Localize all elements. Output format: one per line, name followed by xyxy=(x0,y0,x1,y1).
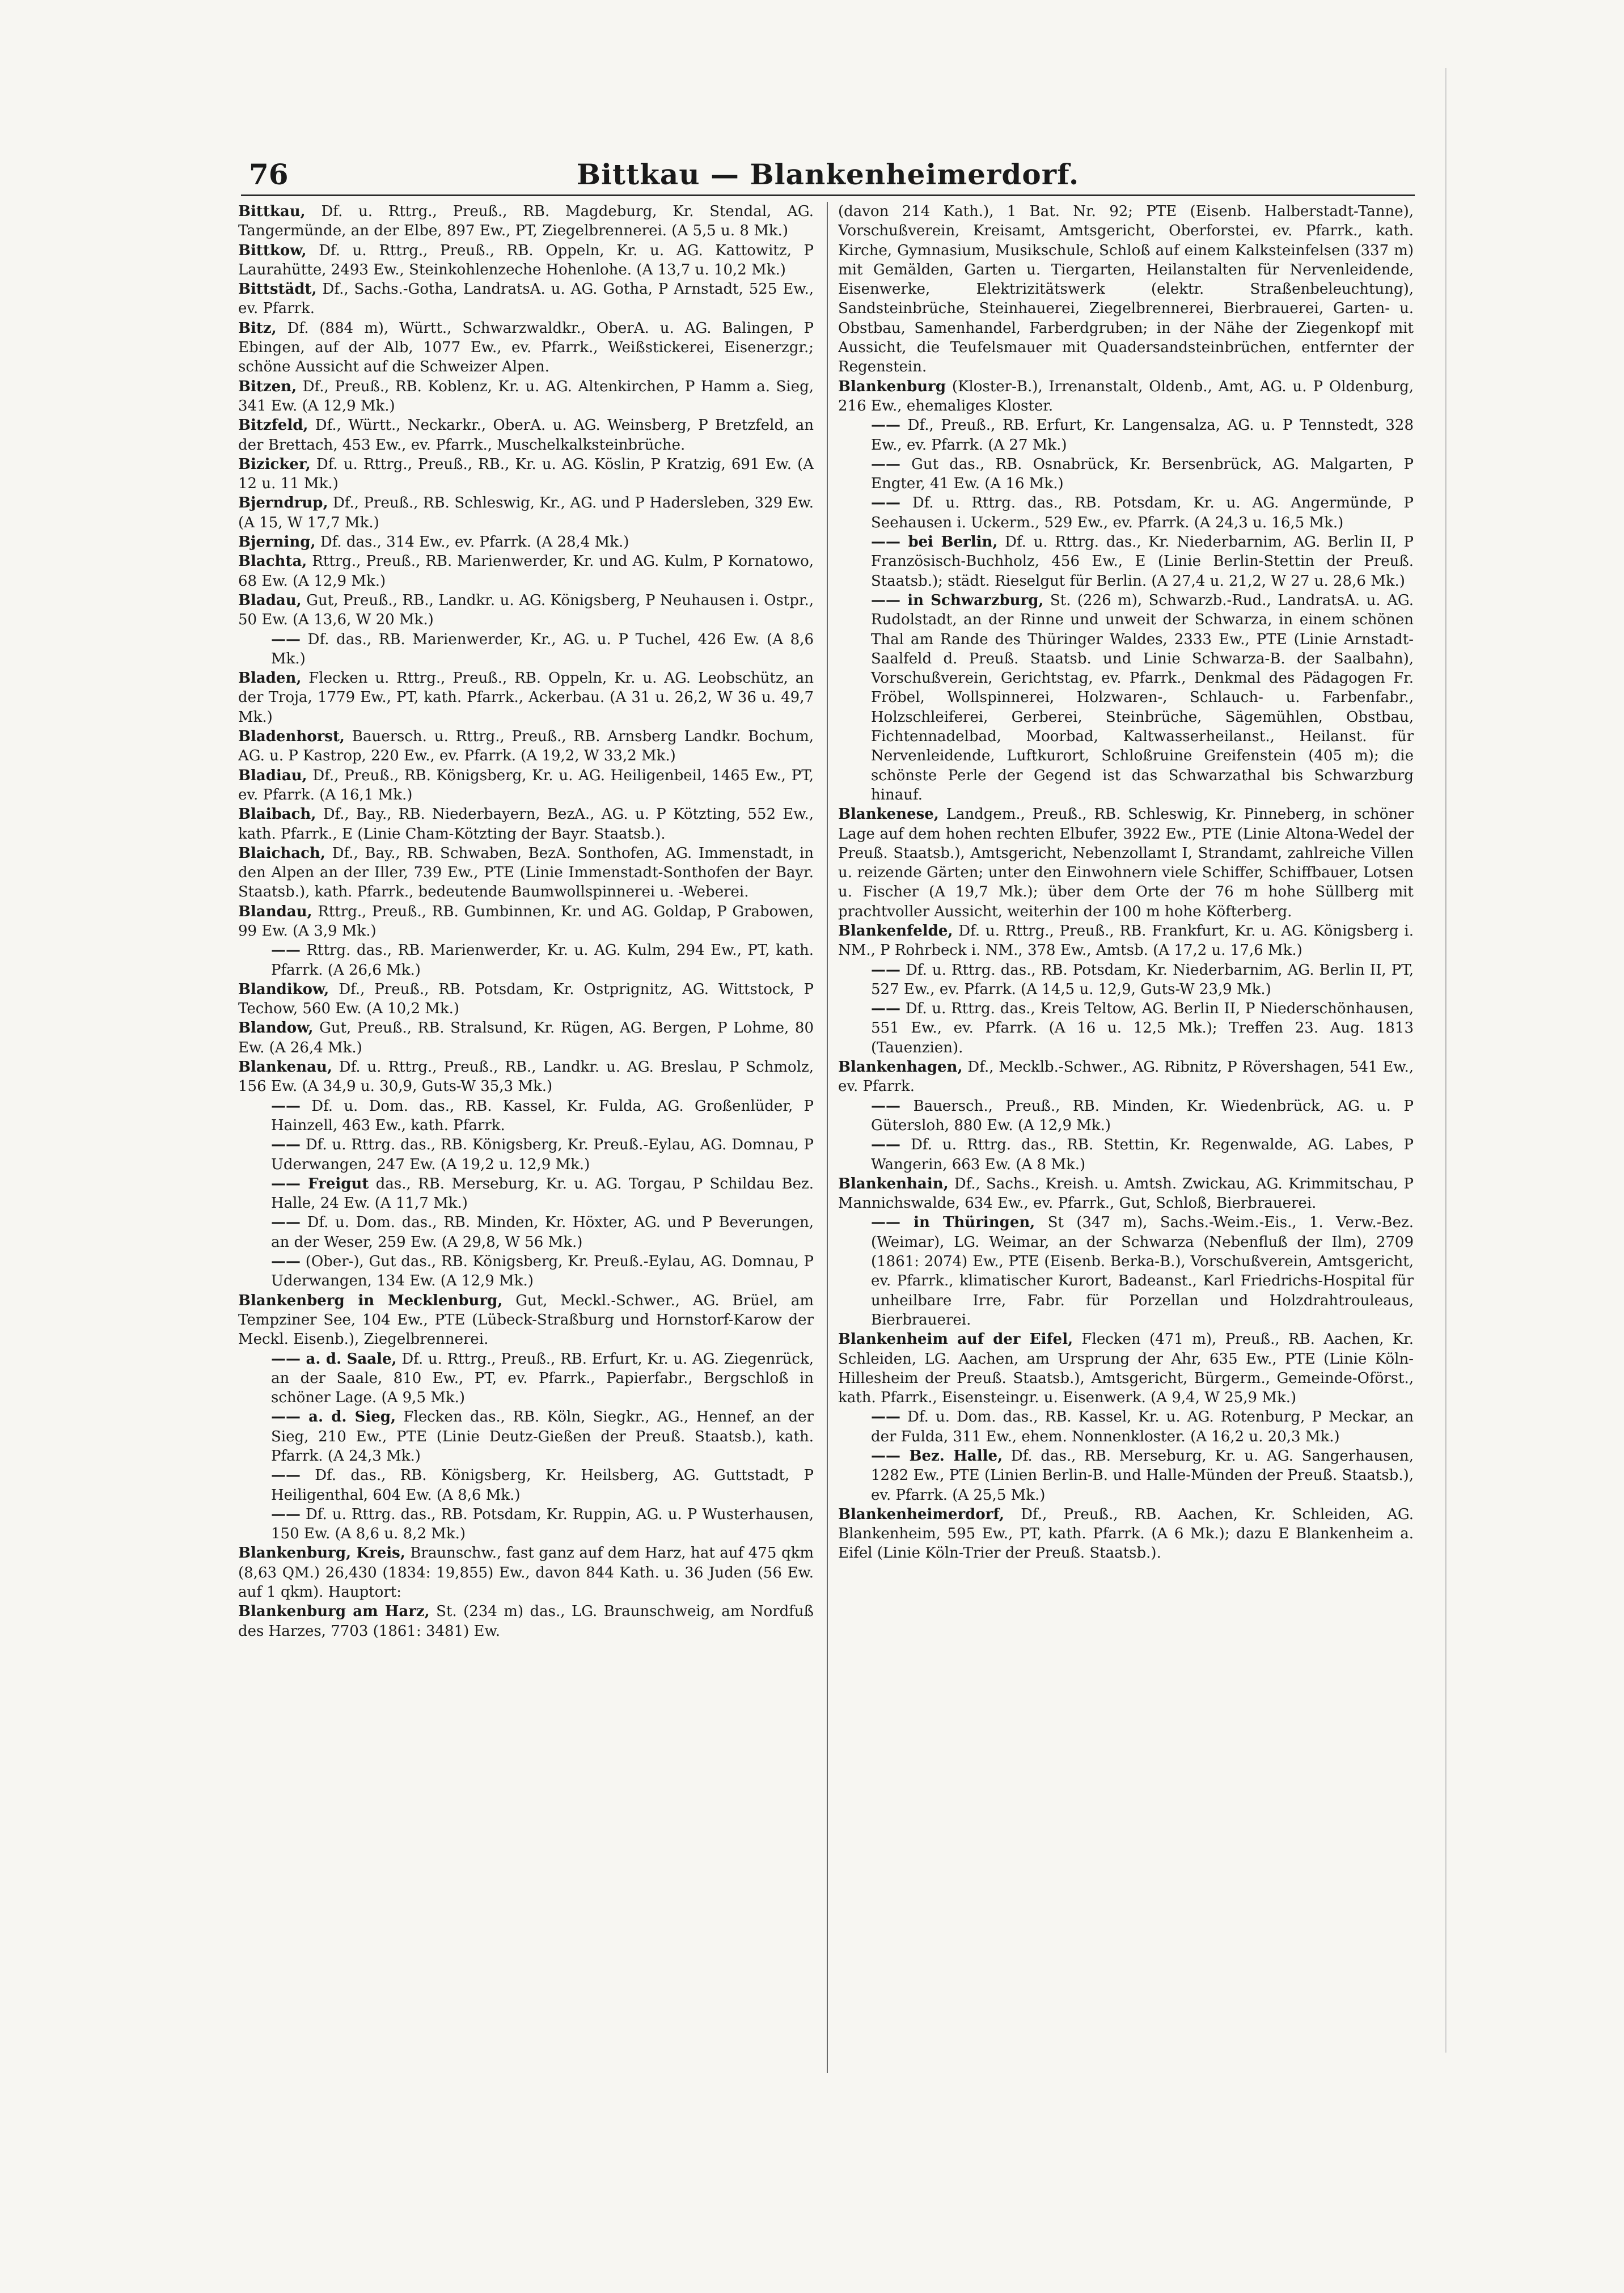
entry-text: Df., Bay., RB. Niederbayern, BezA., AG. u. P Kötzting, 552 Ew., kath. Pfarrk., E (Linie Cham-Kötzting der Bayr. Staatsb.). xyxy=(238,806,814,843)
entry-headword: Blaibach, xyxy=(238,806,316,823)
left-column xyxy=(238,202,814,2096)
entry-text: St. (234 m) das., LG. Braunschweig, am Nordfuß des Harzes, 7703 (1861: 3481) Ew. xyxy=(238,1603,814,1640)
entry-text: Gut das., RB. Osnabrück, Kr. Bersenbrück, AG. Malgarten, P Engter, 41 Ew. (A 16 Mk.) xyxy=(871,455,1414,493)
entry-headword: Blankenheim auf der Eifel, xyxy=(838,1331,1073,1348)
entry-text: Df. (884 m), Württ., Schwarzwaldkr., OberA. u. AG. Balingen, P Ebingen, auf der Alb, 1077 Ew., ev. Pfarrk., Weißstickerei, Eisenerzgr.; schöne Aussicht auf die Schweizer Alpen. xyxy=(238,319,814,376)
entry-headword: Bitzen, xyxy=(238,378,297,395)
sub-entry xyxy=(238,1174,814,1213)
entry-headword: Bittkow, xyxy=(238,242,307,259)
entry-headword: —— Bez. Halle, xyxy=(871,1448,1003,1465)
gazetteer-entry xyxy=(238,766,814,805)
gazetteer-entry xyxy=(238,377,814,416)
entry-text: Df. das., RB. Merseburg, Kr. u. AG. Sangerhausen, 1282 Ew., PTE (Linien Berlin-B. und Halle-Münden der Preuß. Staatsb.), ev. Pfarrk. (A 25,5 Mk.) xyxy=(871,1448,1414,1504)
entry-text: Df., Mecklb.-Schwer., AG. Ribnitz, P Rövershagen, 541 Ew., ev. Pfarrk. xyxy=(838,1059,1414,1095)
gazetteer-entry xyxy=(238,805,814,844)
entry-headword: —— xyxy=(871,494,900,512)
gazetteer-entry xyxy=(238,591,814,630)
sub-entry xyxy=(838,591,1414,805)
entry-text: Df. u. Rttrg., Preuß., RB. Frankfurt, Kr. u. AG. Königsberg i. NM., P Rohrbeck i. NM., 378 Ew., Amtsb. (A 17,2 u. 17,6 Mk.) xyxy=(838,922,1414,959)
entry-headword: —— xyxy=(271,631,301,648)
entry-headword: Blankenese, xyxy=(838,806,939,823)
gazetteer-entry xyxy=(238,727,814,766)
entry-headword: —— a. d. Sieg, xyxy=(271,1408,396,1426)
running-head: Bittkau — Blankenheimerdorf. xyxy=(576,158,1080,191)
gazetteer-entry xyxy=(838,377,1414,416)
entry-text: Df., Preuß., RB. Königsberg, Kr. u. AG. Heiligenbeil, 1465 Ew., PT, ev. Pfarrk. (A 16,1 Mk.) xyxy=(238,767,814,803)
entry-headword: Blankenfelde, xyxy=(838,922,953,940)
entry-headword: —— in Schwarzburg, xyxy=(871,591,1044,609)
sub-entry xyxy=(238,1097,814,1136)
sub-entry xyxy=(838,1407,1414,1446)
entry-text: Df., Preuß., RB. Schleswig, Kr., AG. und P Hadersleben, 329 Ew. (A 15, W 17,7 Mk.) xyxy=(238,494,814,531)
entry-text: Df. u. Rttrg. das., Kr. Niederbarnim, AG. Berlin II, P Französisch-Buchholz, 456 Ew., E (Linie Berlin-Stettin der Preuß. Staatsb.); städt. Rieselgut für Berlin. (A 27,4 u. 21,2, W 27 u. 28,6 Mk.) xyxy=(871,534,1414,590)
entry-headword: Bjerndrup, xyxy=(238,494,328,512)
entry-text: Df. u. Rttrg., Preuß., RB., Kr. u. AG. Köslin, P Kratzig, 691 Ew. (A 12 u. 11 Mk.) xyxy=(238,455,814,493)
entry-headword: —— xyxy=(271,1253,301,1271)
entry-headword: Blankenau, xyxy=(238,1059,332,1076)
entry-headword: Bladiau, xyxy=(238,767,307,784)
sub-entry xyxy=(238,1505,814,1544)
entry-text: Df. u. Rttrg. das., Kreis Teltow, AG. Berlin II, P Niederschönhausen, 551 Ew., ev. Pfarrk. (A 16 u. 12,5 Mk.); Treffen 23. Aug. 1813 (Tauenzien). xyxy=(871,1000,1414,1056)
entry-text: das., RB. Merseburg, Kr. u. AG. Torgau, P Schildau Bez. Halle, 24 Ew. (A 11,7 Mk.) xyxy=(271,1175,814,1212)
gazetteer-entry xyxy=(238,319,814,377)
entry-text: Df. u. Rttrg., Preuß., RB. Magdeburg, Kr. Stendal, AG. Tangermünde, an der Elbe, 897 Ew., PT, Ziegelbrennerei. (A 5,5 u. 8 Mk.) xyxy=(238,203,814,240)
entry-text: Df., Preuß., RB. Koblenz, Kr. u. AG. Altenkirchen, P Hamm a. Sieg, 341 Ew. (A 12,9 Mk.) xyxy=(238,378,814,414)
entry-text: Df. u. Dom. das., RB. Kassel, Kr. u. AG. Rotenburg, P Meckar, an der Fulda, 311 Ew., ehem. Nonnenkloster. (A 16,2 u. 20,3 Mk.) xyxy=(871,1408,1414,1445)
gazetteer-entry xyxy=(238,1291,814,1349)
entry-text: (davon 214 Kath.), 1 Bat. Nr. 92; PTE (Eisenb. Halberstadt-Tanne), Vorschußverein, Kreisamt, Amtsgericht, Oberforstei, ev. Pfarrk., kath. Kirche, Gymnasium, Musikschule, Schloß auf einem Kalksteinfelsen (337 m) mit Gemälden, Garten u. Tiergarten, Heilanstalten für Nervenleidende, Eisenwerke, Elektrizitätswerk (elektr. Straßenbeleuchtung), Sandsteinbrüche, Steinhauerei, Ziegelbrennerei, Bierbrauerei, Garten- u. Obstbau, Samenhandel, Farberdgruben; in der Nähe der Ziegenkopf mit Aussicht, die Teufelsmauer mit Quadersandsteinbrüchen, entfernter der Regenstein. xyxy=(838,203,1414,376)
gazetteer-entry xyxy=(238,493,814,532)
gazetteer-entry xyxy=(838,805,1414,921)
sub-entry xyxy=(238,1349,814,1408)
entry-text: Rttrg., Preuß., RB. Gumbinnen, Kr. und AG. Goldap, P Grabowen, 99 Ew. (A 3,9 Mk.) xyxy=(238,903,814,940)
entry-text: Df. u. Rttrg., Preuß., RB. Erfurt, Kr. u. AG. Ziegenrück, an der Saale, 810 Ew., PT, ev. Pfarrk., Papierfabr., Bergschloß in schöner Lage. (A 9,5 Mk.) xyxy=(271,1350,814,1407)
gazetteer-entry xyxy=(238,241,814,280)
entry-text: Df. u. Dom. das., RB. Kassel, Kr. Fulda, AG. Großenlüder, P Hainzell, 463 Ew., kath. Pfarrk. xyxy=(271,1097,814,1134)
entry-headword: Bladen, xyxy=(238,670,302,687)
entry-text: Df. u. Rttrg. das., RB. Potsdam, Kr. u. AG. Angermünde, P Seehausen i. Uckerm., 529 Ew., ev. Pfarrk. (A 24,3 u. 16,5 Mk.) xyxy=(871,494,1414,531)
entry-text: Flecken das., RB. Köln, Siegkr., AG., Hennef, an der Sieg, 210 Ew., PTE (Linie Deutz-Gießen der Preuß. Staatsb.), kath. Pfarrk. (A 24,3 Mk.) xyxy=(271,1408,814,1465)
entry-text: Df., Preuß., RB. Erfurt, Kr. Langensalza, AG. u. P Tennstedt, 328 Ew., ev. Pfarrk. (A 27 Mk.) xyxy=(871,417,1414,454)
entry-text: Df., Sachs., Kreish. u. Amtsh. Zwickau, AG. Krimmitschau, P Mannichswalde, 634 Ew., ev. Pfarrk., Gut, Schloß, Bierbrauerei. xyxy=(838,1175,1414,1212)
entry-headword: —— xyxy=(871,455,900,473)
entry-text: Df. das., RB. Königsberg, Kr. Heilsberg, AG. Guttstadt, P Heiligenthal, 604 Ew. (A 8,6 Mk.) xyxy=(271,1467,814,1504)
entry-text: Df. das., 314 Ew., ev. Pfarrk. (A 28,4 Mk.) xyxy=(315,534,629,551)
entry-headword: Blankenhagen, xyxy=(838,1059,963,1076)
entry-text: Df., Bay., RB. Schwaben, BezA. Sonthofen, AG. Immenstadt, in den Alpen an der Iller, 739 Ew., PTE (Linie Immenstadt-Sonthofen der Bayr. Staatsb.), kath. Pfarrk., bedeutende Baumwollspinnerei u. -Weberei. xyxy=(238,844,814,901)
entry-text: Bauersch. u. Rttrg., Preuß., RB. Arnsberg Landkr. Bochum, AG. u. P Kastrop, 220 Ew., ev. Pfarrk. (A 19,2, W 33,2 Mk.) xyxy=(238,728,814,765)
entry-text: Df. das., RB. Marienwerder, Kr., AG. u. P Tuchel, 426 Ew. (A 8,6 Mk.) xyxy=(271,631,814,667)
gazetteer-entry xyxy=(238,980,814,1019)
entry-text: Df. u. Rttrg. das., RB. Potsdam, Kr. Niederbarnim, AG. Berlin II, PT, 527 Ew., ev. Pfarrk. (A 14,5 u. 12,9, Guts-W 23,9 Mk.) xyxy=(871,961,1414,998)
gazetteer-entry xyxy=(238,202,814,241)
entry-headword: —— in Thüringen, xyxy=(871,1214,1035,1232)
sub-entry xyxy=(838,1135,1414,1174)
entry-text: Df. u. Rttrg., Preuß., RB., Landkr. u. AG. Breslau, P Schmolz, 156 Ew. (A 34,9 u. 30,9, Guts-W 35,3 Mk.) xyxy=(238,1059,814,1095)
entry-text: Df., Sachs.-Gotha, LandratsA. u. AG. Gotha, P Arnstadt, 525 Ew., ev. Pfarrk. xyxy=(238,281,814,318)
entry-text: Rttrg. das., RB. Marienwerder, Kr. u. AG. Kulm, 294 Ew., PT, kath. Pfarrk. (A 26,6 Mk.) xyxy=(271,942,814,979)
entry-headword: —— xyxy=(871,1408,900,1426)
gazetteer-entry xyxy=(838,921,1414,961)
gazetteer-entry xyxy=(838,1057,1414,1097)
gazetteer-entry xyxy=(238,1602,814,1641)
entry-text: St (347 m), Sachs.-Weim.-Eis., 1. Verw.-Bez. (Weimar), LG. Weimar, an der Schwarza (Nebenfluß der Ilm), 2709 (1861: 2074) Ew., PTE (Eisenb. Berka-B.), Vorschußverein, Amtsgericht, ev. Pfarrk., klimatischer Kurort, Badeanst., Karl Friedrichs-Hospital für unheilbare Irre, Fabr. für Porzellan und Holzdrahtrouleaus, Bierbrauerei. xyxy=(871,1214,1414,1329)
entry-headword: —— Freigut xyxy=(271,1175,369,1192)
header-rule xyxy=(241,194,1415,196)
entry-text: Df., Preuß., RB. Aachen, Kr. Schleiden, AG. Blankenheim, 595 Ew., PT, kath. Pfarrk. (A 6 Mk.); dazu E Blankenheim a. Eifel (Linie Köln-Trier der Preuß. Staatsb.). xyxy=(838,1505,1414,1562)
entry-text: (Kloster-B.), Irrenanstalt, Oldenb., Amt, AG. u. P Oldenburg, 216 Ew., ehemaliges Kloster. xyxy=(838,378,1414,414)
sub-entry xyxy=(238,1407,814,1466)
entry-headword: Bittstädt, xyxy=(238,281,317,298)
entry-headword: —— xyxy=(871,1000,900,1018)
entry-headword: Blankenhain, xyxy=(838,1175,949,1192)
entry-text: Df. u. Dom. das., RB. Minden, Kr. Höxter, AG. und P Beverungen, an der Weser, 259 Ew. (A 29,8, W 56 Mk.) xyxy=(271,1214,814,1251)
entry-headword: —— xyxy=(271,1136,301,1154)
entry-headword: Blandikow, xyxy=(238,980,329,998)
entry-text: Gut, Preuß., RB., Landkr. u. AG. Königsberg, P Neuhausen i. Ostpr., 50 Ew. (A 13,6, W 20 Mk.) xyxy=(238,591,814,629)
entry-headword: Blaichach, xyxy=(238,844,325,862)
entry-headword: Blankenburg xyxy=(838,378,946,395)
gazetteer-entry xyxy=(238,902,814,941)
entry-text: Gut, Preuß., RB. Stralsund, Kr. Rügen, AG. Bergen, P Lohme, 80 Ew. (A 26,4 Mk.) xyxy=(238,1019,814,1056)
binding-edge xyxy=(1445,68,1447,2053)
sub-entry xyxy=(838,455,1414,494)
entry-headword: —— xyxy=(871,1097,900,1115)
entry-headword: Bizicker, xyxy=(238,455,311,473)
gazetteer-entry xyxy=(238,669,814,727)
gazetteer-entry xyxy=(238,552,814,591)
sub-entry xyxy=(238,1466,814,1505)
sub-entry xyxy=(238,1213,814,1252)
sub-entry xyxy=(838,999,1414,1057)
sub-entry xyxy=(238,1135,814,1174)
entry-text: Df. u. Rttrg. das., RB. Stettin, Kr. Regenwalde, AG. Labes, P Wangerin, 663 Ew. (A 8 Mk.) xyxy=(871,1136,1414,1173)
sub-entry xyxy=(838,1097,1414,1136)
page-number: 76 xyxy=(249,158,289,191)
entry-text: Bauersch., Preuß., RB. Minden, Kr. Wiedenbrück, AG. u. P Gütersloh, 880 Ew. (A 12,9 Mk.) xyxy=(871,1097,1414,1134)
sub-entry xyxy=(838,532,1414,591)
entry-text: Df. u. Rttrg. das., RB. Königsberg, Kr. Preuß.-Eylau, AG. Domnau, P Uderwangen, 247 Ew. (A 19,2 u. 12,9 Mk.) xyxy=(271,1136,814,1173)
gazetteer-entry xyxy=(238,532,814,552)
sub-entry xyxy=(838,961,1414,1000)
sub-entry xyxy=(238,941,814,980)
entry-headword: Blankenberg in Mecklenburg, xyxy=(238,1292,503,1309)
entry-headword: Bittkau, xyxy=(238,203,306,220)
entry-text: Landgem., Preuß., RB. Schleswig, Kr. Pinneberg, in schöner Lage auf dem hohen rechten Elbufer, 3922 Ew., PTE (Linie Altona-Wedel der Preuß. Staatsb.), Amtsgericht, Nebenzollamt I, Strandamt, zahlreiche Villen u. reizende Gärten; unter den Einwohnern viele Schiffer, Schiffbauer, Lotsen u. Fischer (A 19,7 Mk.); über dem Orte der 76 m hohe Süllberg mit prachtvoller Aussicht, weiterhin der 100 m hohe Köfterberg. xyxy=(838,806,1414,920)
gazetteer-entry xyxy=(238,455,814,494)
gazetteer-entry xyxy=(838,1330,1414,1407)
entry-headword: —— xyxy=(271,1467,301,1484)
gazetteer-entry xyxy=(238,1543,814,1602)
entry-headword: —— a. d. Saale, xyxy=(271,1350,397,1368)
gazetteer-entry xyxy=(838,1505,1414,1563)
entry-text: Flecken (471 m), Preuß., RB. Aachen, Kr. Schleiden, LG. Aachen, am Ursprung der Ahr, 635 Ew., PTE (Linie Köln-Hillesheim der Preuß. Staatsb.), Amtsgericht, Bürgerm., Gemeinde-Oförst., kath. Pfarrk., Eisensteingr. u. Eisenwerk. (A 9,4, W 25,9 Mk.) xyxy=(838,1331,1414,1407)
entry-text: St. (226 m), Schwarzb.-Rud., LandratsA. u. AG. Rudolstadt, an der Rinne und unweit der Schwarza, in einem schönen Thal am Rande des Thüringer Waldes, 2333 Ew., PTE (Linie Arnstadt-Saalfeld d. Preuß. Staatsb. und Linie Schwarza-B. der Saalbahn), Vorschußverein, Gerichtstag, ev. Pfarrk., Denkmal des Pädagogen Fr. Fröbel, Wollspinnerei, Holzwaren-, Schlauch- u. Farbenfabr., Holzschleiferei, Gerberei, Steinbrüche, Sägemühlen, Obstbau, Fichtennadelbad, Moorbad, Kaltwasserheilanst., Heilanst. für Nervenleidende, Luftkurort, Schloßruine Greifenstein (405 m); die schönste Perle der Gegend ist das Schwarzathal bis Schwarzburg hinauf. xyxy=(871,591,1414,803)
entry-headword: Bladau, xyxy=(238,591,302,609)
sub-entry xyxy=(238,1252,814,1291)
gazetteer-entry xyxy=(838,202,1414,377)
entry-headword: Bladenhorst, xyxy=(238,728,345,746)
sub-entry xyxy=(238,630,814,669)
entry-headword: —— xyxy=(271,1505,301,1523)
entry-headword: Bjerning, xyxy=(238,534,316,551)
sub-entry xyxy=(838,416,1414,455)
entry-headword: —— xyxy=(271,942,301,959)
entry-headword: Blandau, xyxy=(238,903,312,920)
entry-headword: —— bei Berlin, xyxy=(871,534,998,551)
entry-headword: Blankenburg, Kreis, xyxy=(238,1545,405,1562)
gazetteer-entry xyxy=(238,280,814,319)
gazetteer-entry xyxy=(838,1174,1414,1213)
entry-text: Df. u. Rttrg. das., RB. Potsdam, Kr. Ruppin, AG. u. P Wusterhausen, 150 Ew. (A 8,6 u. 8,2 Mk.) xyxy=(271,1505,814,1543)
entry-headword: Bitz, xyxy=(238,319,277,337)
sub-entry xyxy=(838,1213,1414,1330)
entry-text: Df. u. Rttrg., Preuß., RB. Oppeln, Kr. u. AG. Kattowitz, P Laurahütte, 2493 Ew., Steinkohlenzeche Hohenlohe. (A 13,7 u. 10,2 Mk.) xyxy=(238,242,814,278)
entry-headword: Blankenheimerdorf, xyxy=(838,1505,1005,1523)
entry-headword: —— xyxy=(271,1097,301,1115)
entry-headword: Blandow, xyxy=(238,1019,314,1037)
gazetteer-entry xyxy=(238,1018,814,1057)
column-rule xyxy=(827,202,828,2073)
page-header xyxy=(241,158,1415,197)
entry-headword: Blankenburg am Harz, xyxy=(238,1603,430,1621)
entry-headword: —— xyxy=(871,961,900,979)
right-column xyxy=(838,202,1414,2096)
sub-entry xyxy=(838,1446,1414,1505)
entry-text: Df., Preuß., RB. Potsdam, Kr. Ostprignitz, AG. Wittstock, P Techow, 560 Ew. (A 10,2 Mk.) xyxy=(238,980,814,1018)
entry-text: Braunschw., fast ganz auf dem Harz, hat auf 475 qkm (8,63 QM.) 26,430 (1834: 19,855) Ew., davon 844 Kath. u. 36 Juden (56 Ew. auf 1 qkm). Hauptort: xyxy=(238,1545,814,1601)
entry-text: Flecken u. Rttrg., Preuß., RB. Oppeln, Kr. u. AG. Leobschütz, an der Troja, 1779 Ew., PT, kath. Pfarrk., Ackerbau. (A 31 u. 26,2, W 36 u. 49,7 Mk.) xyxy=(238,670,814,726)
gazetteer-entry xyxy=(238,1057,814,1097)
sub-entry xyxy=(838,493,1414,532)
entry-headword: —— xyxy=(271,1214,301,1232)
entry-text: (Ober-), Gut das., RB. Königsberg, Kr. Preuß.-Eylau, AG. Domnau, P Uderwangen, 134 Ew. (A 12,9 Mk.) xyxy=(271,1253,814,1290)
entry-headword: —— xyxy=(871,1136,900,1154)
gazetteer-entry xyxy=(238,844,814,902)
entry-text: Gut, Meckl.-Schwer., AG. Brüel, am Tempziner See, 104 Ew., PTE (Lübeck-Straßburg und Hornstorf-Karow der Meckl. Eisenb.), Ziegelbrennerei. xyxy=(238,1292,814,1348)
entry-text: Df., Württ., Neckarkr., OberA. u. AG. Weinsberg, P Bretzfeld, an der Brettach, 453 Ew., ev. Pfarrk., Muschelkalksteinbrüche. xyxy=(238,417,814,454)
entry-headword: Bitzfeld, xyxy=(238,417,308,434)
entry-text: Rttrg., Preuß., RB. Marienwerder, Kr. und AG. Kulm, P Kornatowo, 68 Ew. (A 12,9 Mk.) xyxy=(238,553,814,590)
gazetteer-entry xyxy=(238,416,814,455)
entry-headword: —— xyxy=(871,417,900,434)
entry-headword: Blachta, xyxy=(238,553,307,570)
